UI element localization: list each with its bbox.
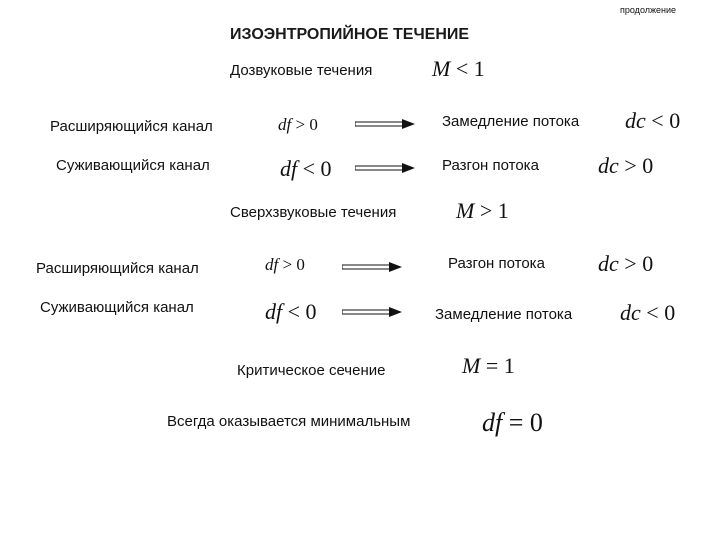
- supersonic-converging-effect: Замедление потока: [435, 306, 573, 323]
- supersonic-converging-dc: dc < 0: [620, 300, 676, 325]
- supersonic-expanding-channel: Расширяющийся канал: [36, 260, 199, 277]
- right-arrow-icon: [342, 307, 402, 317]
- critical-note: Всегда оказывается минимальным: [167, 413, 411, 430]
- subsonic-mach-formula: M < 1: [432, 56, 485, 81]
- supersonic-converging-df: df < 0: [265, 299, 317, 324]
- subsonic-converging-effect: Разгон потока: [442, 157, 539, 174]
- subsonic-heading: Дозвуковые течения: [230, 62, 373, 79]
- right-arrow-icon: [355, 119, 415, 129]
- subsonic-converging-dc: dc > 0: [598, 153, 654, 178]
- subsonic-expanding-effect: Замедление потока: [442, 113, 580, 130]
- critical-df-formula: df = 0: [482, 408, 543, 437]
- critical-heading: Критическое сечение: [237, 362, 386, 379]
- supersonic-heading: Сверхзвуковые течения: [230, 204, 397, 221]
- page-title: ИЗОЭНТРОПИЙНОЕ ТЕЧЕНИЕ: [230, 26, 470, 43]
- critical-mach-formula: M = 1: [462, 353, 515, 378]
- right-arrow-icon: [355, 163, 415, 173]
- supersonic-expanding-df: df > 0: [265, 255, 305, 274]
- supersonic-expanding-dc: dc > 0: [598, 251, 654, 276]
- supersonic-expanding-effect: Разгон потока: [448, 255, 545, 272]
- subsonic-expanding-df: df > 0: [278, 115, 318, 134]
- subsonic-expanding-channel: Расширяющийся канал: [50, 118, 213, 135]
- subsonic-converging-df: df < 0: [280, 156, 332, 181]
- subsonic-converging-channel: Суживающийся канал: [56, 157, 210, 174]
- continuation-note: продолжение: [620, 5, 677, 15]
- supersonic-converging-channel: Суживающийся канал: [40, 299, 194, 316]
- subsonic-expanding-dc: dc < 0: [625, 108, 681, 133]
- supersonic-mach-formula: M > 1: [456, 198, 509, 223]
- right-arrow-icon: [342, 262, 402, 272]
